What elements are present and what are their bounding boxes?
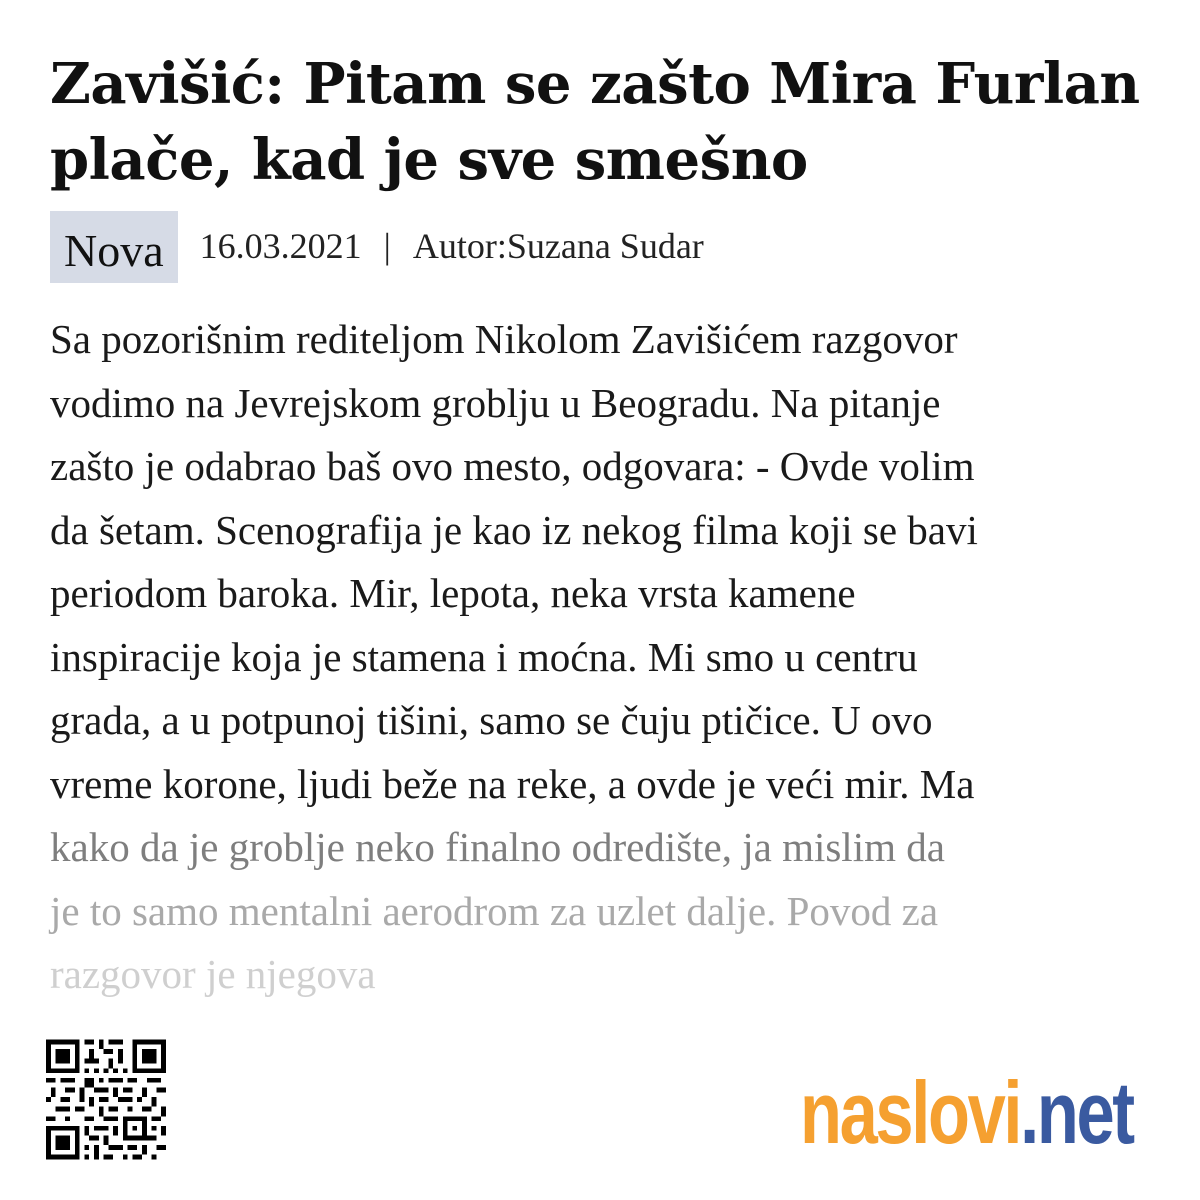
body-line: Sa pozorišnim rediteljom Nikolom Zavišićem razgovor xyxy=(50,316,958,362)
logo-text-naslovi: naslovi xyxy=(800,1063,1021,1162)
qr-code-icon[interactable] xyxy=(46,1036,166,1163)
site-logo[interactable] xyxy=(800,1063,1133,1163)
body-line: grada, a u potpunoj tišini, samo se čuju ptičice. U ovo xyxy=(50,697,933,743)
article-meta xyxy=(50,211,704,283)
body-line: periodom baroka. Mir, lepota, neka vrsta kamene xyxy=(50,570,856,616)
body-line: zašto je odabrao baš ovo mesto, odgovara: - Ovde volim xyxy=(50,443,975,489)
article-author: Autor:Suzana Sudar xyxy=(412,226,704,266)
article-title: Zavišić: Pitam se zašto Mira Furlan plače, kad je sve smešno xyxy=(50,51,1140,193)
body-line: je to samo mentalni aerodrom za uzlet dalje. Povod za xyxy=(50,887,939,934)
article-body xyxy=(50,308,1160,1007)
body-line: vodimo na Jevrejskom groblju u Beogradu. Na pitanje xyxy=(50,379,941,426)
meta-separator: | xyxy=(383,226,391,266)
meta-info xyxy=(200,225,704,267)
logo-text-net: .net xyxy=(1020,1063,1133,1162)
body-line: inspiracije koja je stamena i moćna. Mi smo u centru xyxy=(50,633,918,680)
body-line: vreme korone, ljudi beže na reke, a ovde je veći mir. Ma xyxy=(50,760,975,807)
body-line: kako da je groblje neko finalno odredište, ja mislim da xyxy=(50,824,945,870)
article-date: 16.03.2021 xyxy=(199,226,362,266)
body-line: razgovor je njegova xyxy=(50,951,376,997)
category-badge[interactable]: Nova xyxy=(50,211,178,283)
body-line: da šetam. Scenografija je kao iz nekog filma koji se bavi xyxy=(50,506,978,553)
